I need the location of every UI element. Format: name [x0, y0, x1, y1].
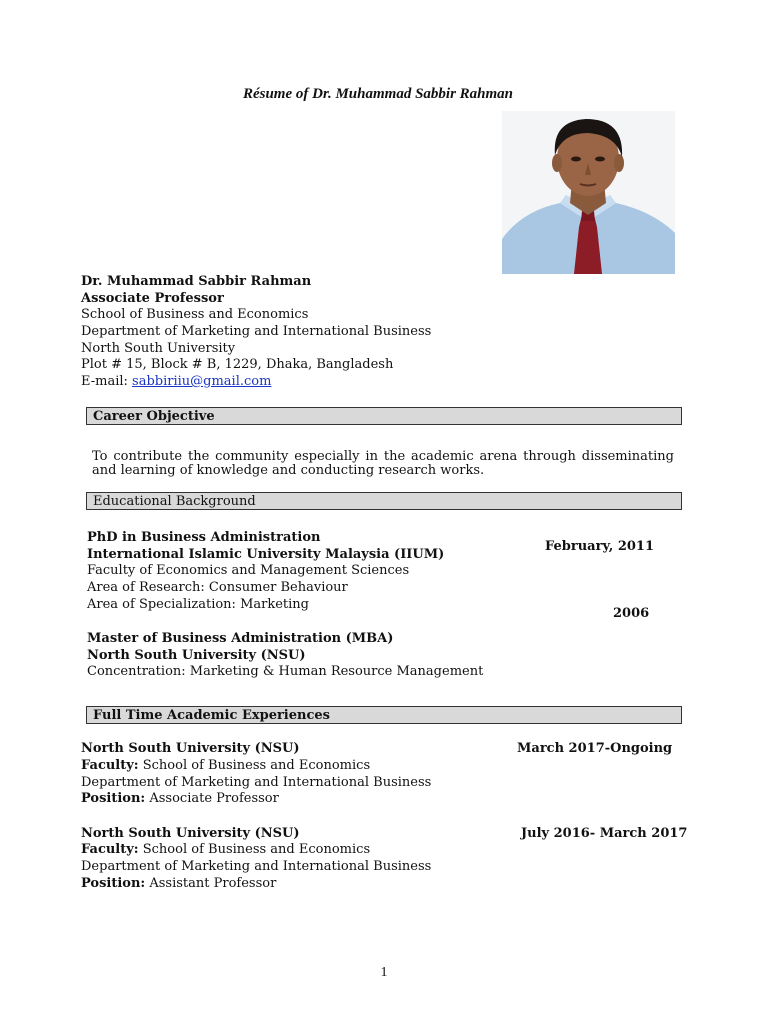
career-objective-text: To contribute the community especially in the academic arena through disseminating and learning of knowledge and conducting research works. — [92, 449, 674, 478]
exp1-faculty: School of Business and Economics — [138, 758, 371, 773]
mba-date: 2006 — [613, 606, 650, 621]
exp1-position-line — [81, 791, 279, 808]
exp2-department: Department of Marketing and International Business — [81, 859, 432, 874]
exp1-position: Associate Professor — [145, 791, 279, 806]
section-header-experience: Full Time Academic Experiences — [86, 706, 682, 724]
email-label: E-mail: — [81, 374, 133, 389]
exp2-institution: North South University (NSU) — [81, 826, 300, 841]
contact-school: School of Business and Economics — [81, 307, 309, 322]
phd-date: February, 2011 — [545, 539, 654, 554]
mba-degree: Master of Business Administration (MBA) — [87, 631, 394, 646]
contact-university: North South University — [81, 341, 236, 356]
exp1-position-label: Position: — [81, 791, 146, 806]
profile-photo — [502, 111, 675, 274]
contact-address: Plot # 15, Block # B, 1229, Dhaka, Bangladesh — [81, 357, 394, 372]
phd-faculty: Faculty of Economics and Management Sciences — [87, 563, 410, 578]
exp2-faculty-label: Faculty: — [81, 842, 139, 857]
section-header-career-objective: Career Objective — [86, 407, 682, 425]
exp1-faculty-line — [81, 758, 370, 775]
exp2-date: July 2016- March 2017 — [521, 826, 688, 841]
mba-concentration: Concentration: Marketing & Human Resource Management — [87, 664, 484, 679]
exp2-position-label: Position: — [81, 876, 146, 891]
exp1-date: March 2017-Ongoing — [517, 741, 673, 756]
document-title: Résume of Dr. Muhammad Sabbir Rahman — [242, 86, 514, 102]
page-number: 1 — [380, 965, 388, 980]
mba-institution: North South University (NSU) — [87, 648, 306, 663]
exp2-position: Assistant Professor — [145, 876, 277, 891]
exp2-faculty: School of Business and Economics — [138, 842, 371, 857]
exp2-faculty-line — [81, 842, 370, 859]
contact-department: Department of Marketing and International Business — [81, 324, 432, 339]
email-link[interactable]: sabbiriiu@gmail.com — [132, 374, 272, 389]
contact-name: Dr. Muhammad Sabbir Rahman — [81, 274, 312, 289]
section-header-education: Educational Background — [86, 492, 682, 510]
exp2-position-line — [81, 876, 276, 893]
phd-research: Area of Research: Consumer Behaviour — [87, 580, 348, 595]
phd-institution: International Islamic University Malaysia (IIUM) — [87, 547, 445, 562]
phd-specialization: Area of Specialization: Marketing — [87, 597, 309, 612]
exp1-department: Department of Marketing and International Business — [81, 775, 432, 790]
contact-title: Associate Professor — [81, 291, 224, 306]
phd-degree: PhD in Business Administration — [87, 530, 321, 545]
exp1-institution: North South University (NSU) — [81, 741, 300, 756]
contact-email-line — [81, 374, 271, 391]
exp1-faculty-label: Faculty: — [81, 758, 139, 773]
